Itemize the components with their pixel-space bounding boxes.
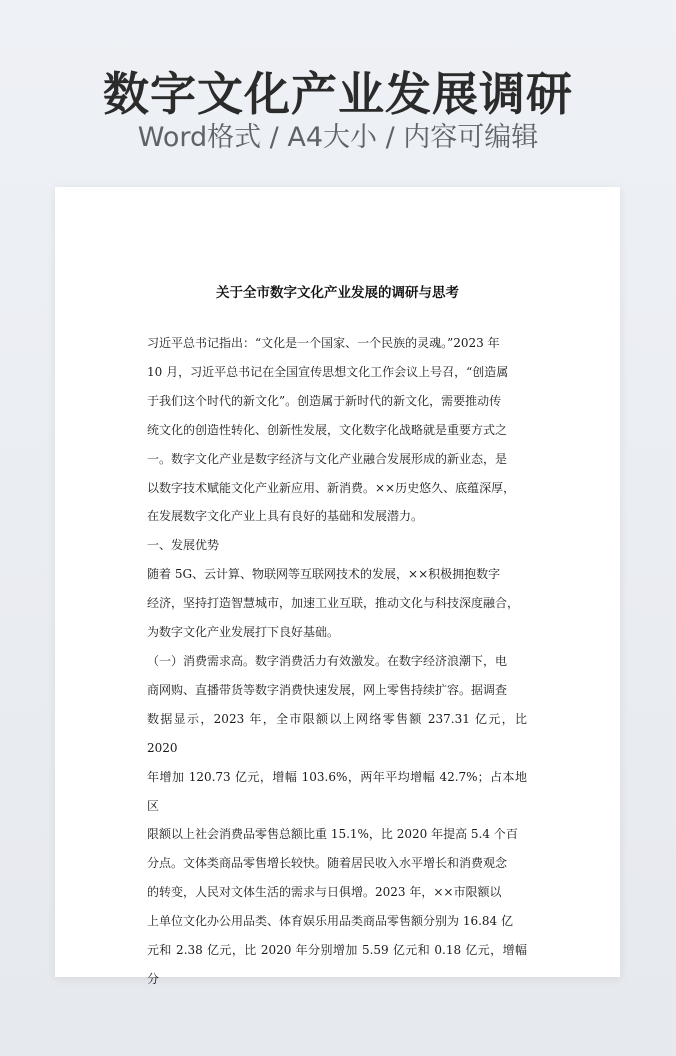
document-page xyxy=(55,187,620,986)
banner-subtitle: Word格式 / A4大小 / 内容可编辑 xyxy=(137,122,539,153)
paragraph-technology: 随着 5G、云计算、物联网等互联网技术的发展，××积极拥抱数字 经济，坚持打造智慧城市，加速工业互联，推动文化与科技深度融合， 为数字文化产业发展打下良好基础。 xyxy=(147,567,520,640)
banner-title: 数字文化产业发展调研 xyxy=(103,67,573,121)
paragraph-consumption: （一）消费需求高。数字消费活力有效激发。在数字经济浪潮下，电 商网购、直播带货等数字消费快速发展，网上零售持续扩容。据调查 数据显示，2023 年，全市限额以上网络零售额 237.31 亿元，比 2020 年增加 120.73 亿元，增幅 103.6%，两年平均增幅 42.7%；占本地区 限额以上社会消费品零售总额比重 15.1%，比 2020 年提高 5.4 个百 分点。文体类商品零售增长较快。随着居民收入水平增长和消费观念 的转变，人民对文体生活的需求与日俱增。2023 年，××市限额以 上单位文化办公用品类、体育娱乐用品类商品零售额分别为 16.84 亿 元和 2.38 亿元，比 2020 年分别增加 5.59 亿元和 0.18 亿元，增幅分 xyxy=(147,653,527,986)
section-heading-advantages: 一、发展优势 xyxy=(147,538,220,553)
document-body xyxy=(147,329,527,994)
document-title: 关于全市数字文化产业发展的调研与思考 xyxy=(216,285,459,301)
paragraph-intro: 习近平总书记指出：“文化是一个国家、一个民族的灵魂。”2023 年 10 月，习近平总书记在全国宣传思想文化工作会议上号召，“创造属 于我们这个时代的新文化”。创造属于新时代的新文化，需要推动传 统文化的创造性转化、创新性发展，文化数字化战略就是重要方式之 一。数字文化产业是数字经济与文化产业融合发展形成的新业态，是 以数字技术赋能文化产业新应用、新消费。××历史悠久、底蕴深厚， 在发展数字文化产业上具有良好的基础和发展潜力。 xyxy=(147,336,516,524)
